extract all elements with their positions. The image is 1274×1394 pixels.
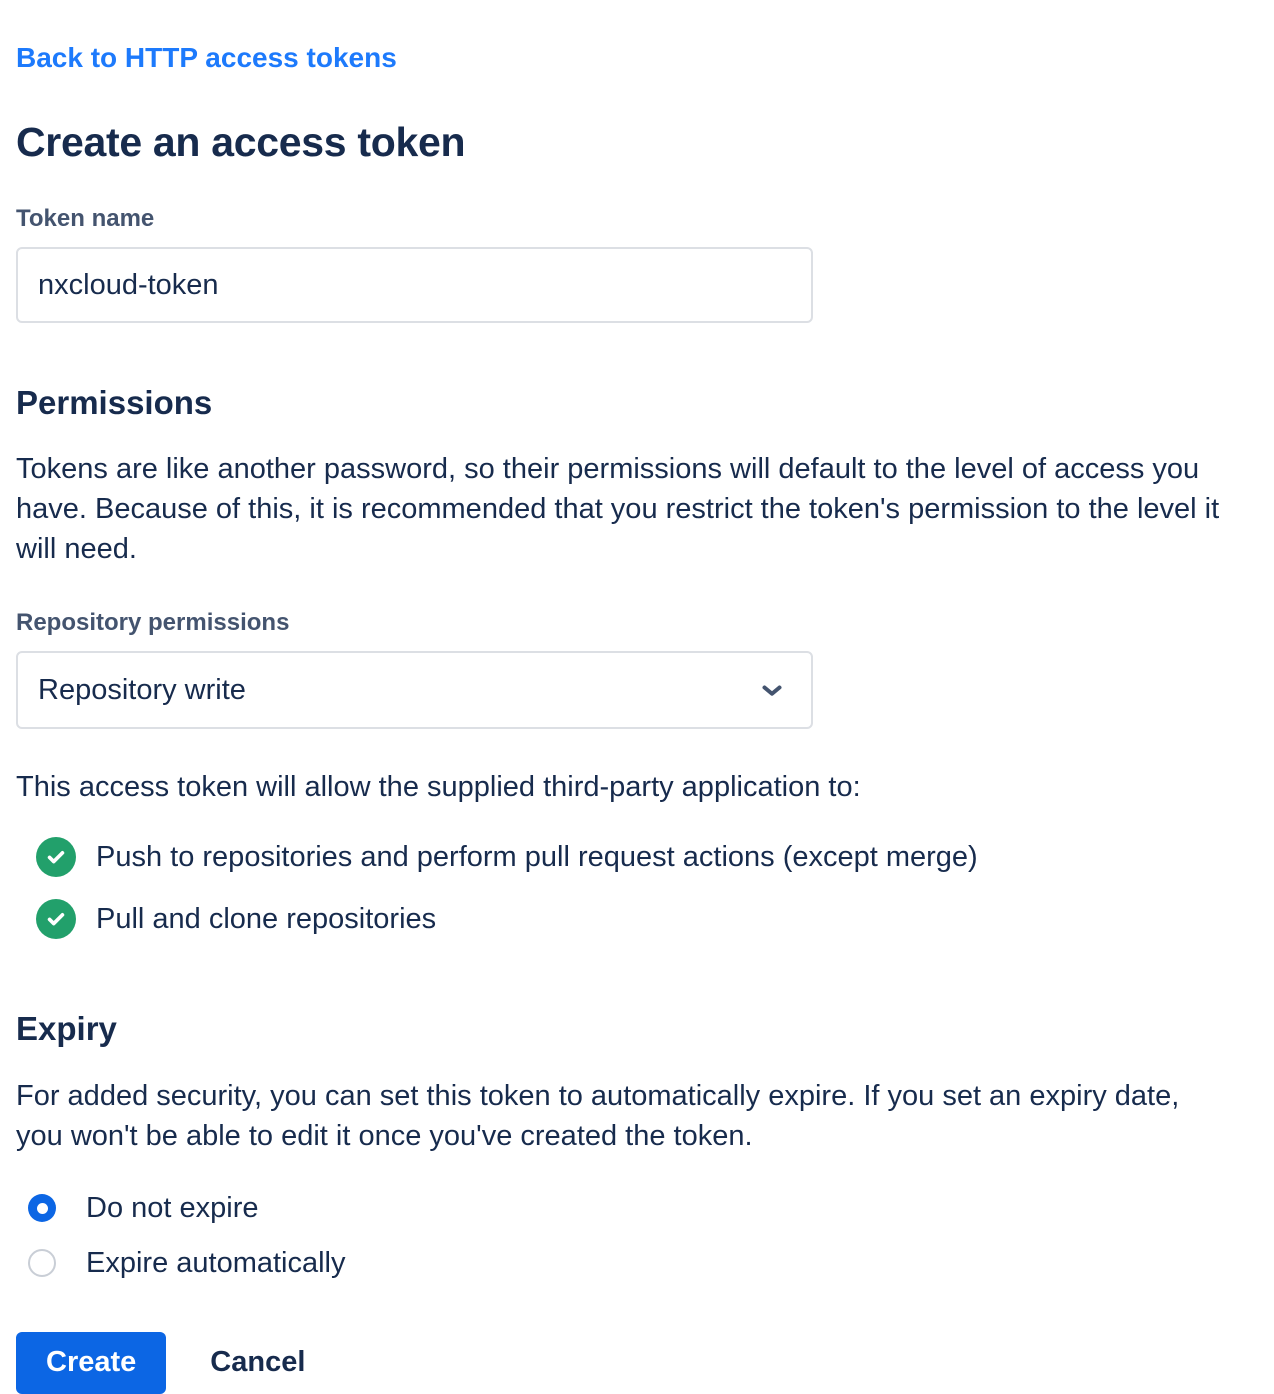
capability-item-push [36, 837, 1258, 877]
radio-selected-icon[interactable] [28, 1194, 56, 1222]
expiry-radio-group [16, 1192, 1258, 1280]
cancel-button[interactable]: Cancel [210, 1346, 306, 1379]
radio-expire-automatically[interactable] [28, 1247, 1258, 1280]
capability-text: Pull and clone repositories [96, 902, 437, 935]
repository-permissions-selected-value: Repository write [38, 673, 246, 706]
expiry-description: For added security, you can set this token to automatically expire. If you set an expiry date, you won't be able to edit it once you've created the token. [16, 1079, 1180, 1152]
expiry-heading: Expiry [16, 1010, 117, 1048]
back-to-http-access-tokens-link[interactable]: Back to HTTP access tokens [16, 42, 397, 73]
repository-permissions-label: Repository permissions [16, 609, 290, 637]
page-title: Create an access token [16, 119, 466, 165]
check-circle-icon [36, 899, 76, 939]
token-name-label: Token name [16, 205, 155, 233]
permissions-description: Tokens are like another password, so their permissions will default to the level of access you have. Because of this, it is recommended that you restrict the token's permission to the level it will need. [16, 453, 1220, 566]
token-name-input[interactable] [16, 247, 813, 323]
capability-text: Push to repositories and perform pull request actions (except merge) [96, 840, 978, 873]
radio-do-not-expire[interactable] [28, 1192, 1258, 1225]
radio-unselected-icon[interactable] [28, 1249, 56, 1277]
permissions-heading: Permissions [16, 384, 213, 422]
radio-label: Expire automatically [86, 1246, 346, 1279]
check-circle-icon [36, 837, 76, 877]
access-token-allow-intro: This access token will allow the supplied third-party application to: [16, 771, 861, 804]
capability-list [16, 837, 1258, 939]
form-actions [16, 1332, 1258, 1394]
chevron-down-icon [757, 675, 787, 705]
create-button[interactable]: Create [16, 1332, 166, 1394]
capability-item-pull [36, 899, 1258, 939]
radio-label: Do not expire [86, 1191, 259, 1224]
repository-permissions-select[interactable] [16, 651, 813, 729]
